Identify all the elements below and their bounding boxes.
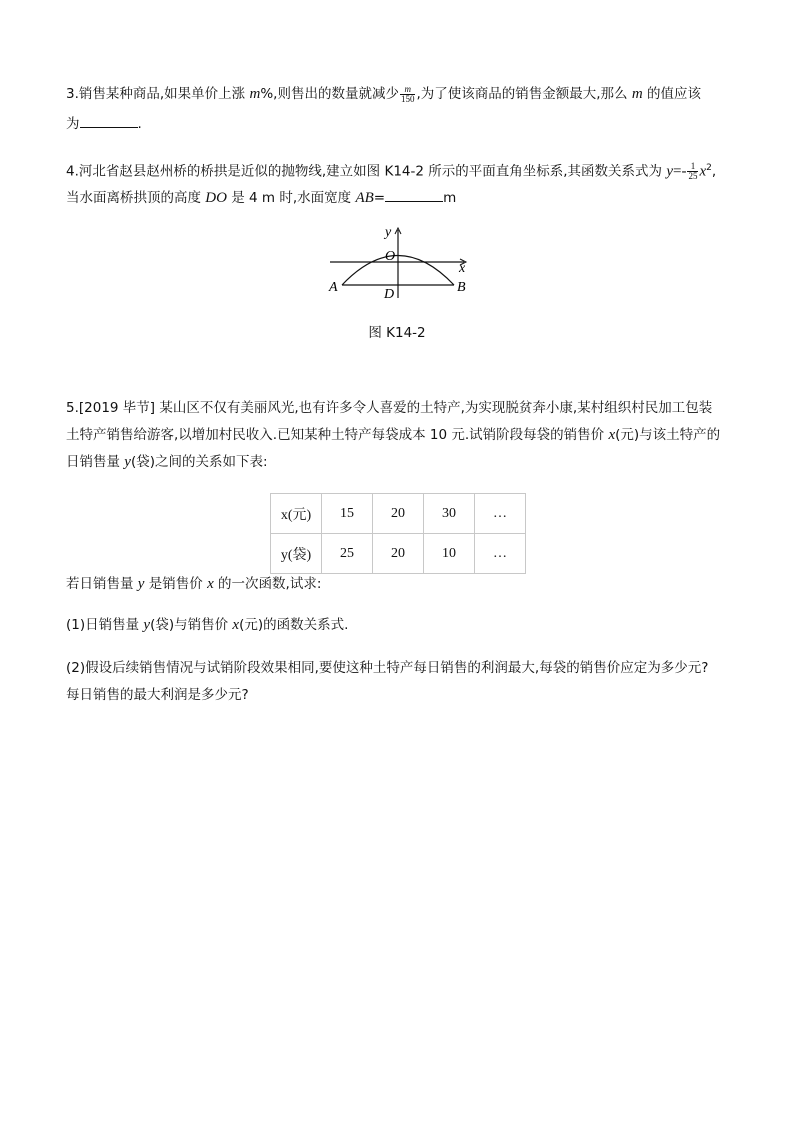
q5-part2-line2: 每日销售的最大利润是多少元?	[66, 687, 249, 703]
price-quantity-table	[270, 493, 526, 574]
table-cell: 25	[322, 534, 373, 574]
label-a: A	[329, 280, 338, 295]
table-row-header: y(袋)	[271, 534, 322, 574]
table-cell: 10	[424, 534, 475, 574]
label-d: D	[384, 287, 395, 302]
q5-condition: 若日销售量 y 是销售价 x 的一次函数,试求:	[66, 576, 322, 592]
q4-number: 4.	[66, 163, 79, 180]
q3-line2: 为 .	[66, 113, 142, 134]
q4-line2: 当水面离桥拱顶的高度 DO 是 4 m 时,水面宽度 AB= m	[66, 187, 456, 208]
table-cell: 15	[322, 494, 373, 534]
table-cell: 20	[373, 494, 424, 534]
bridge-arch-figure	[326, 222, 476, 302]
q4-line1: 4.河北省赵县赵州桥的桥拱是近似的抛物线,建立如图 K14-2 所示的平面直角坐标系,其函数关系式为 y=- $\frac{1}{25}$ $x^2$,	[66, 161, 717, 181]
q5-part2-line1: (2)假设后续销售情况与试销阶段效果相同,要使这种土特产每日销售的利润最大,每袋的销售价应定为多少元?	[66, 660, 709, 676]
q4-fraction: $\frac{1}{25}$	[688, 161, 698, 181]
table-cell: …	[475, 534, 526, 574]
q3-number: 3.	[66, 86, 79, 102]
label-y: y	[385, 225, 392, 240]
table-cell: 20	[373, 534, 424, 574]
q3-fraction: $\frac{m}{150}$	[400, 83, 415, 104]
label-b: B	[457, 280, 466, 295]
q5-line2: 土特产销售给游客,以增加村民收入.已知某种土特产每袋成本 10 元.试销阶段每袋的销售价 x(元)与该土特产的	[66, 427, 721, 443]
table-row-header: x(元)	[271, 494, 322, 534]
table-row	[271, 534, 526, 574]
q3-line1: 3.销售某种商品,如果单价上涨 m%,则售出的数量就减少 $\frac{m}{150}$ ,为了使该商品的销售金额最大,那么 m 的值应该	[66, 83, 701, 104]
answer-blank-q3[interactable]	[80, 113, 138, 128]
label-x: x	[459, 261, 466, 276]
answer-blank-q4[interactable]	[385, 187, 443, 202]
q5-part1: (1)日销售量 y(袋)与销售价 x(元)的函数关系式.	[66, 617, 349, 633]
figure-caption: 图 K14-2	[368, 325, 426, 341]
table-cell: 30	[424, 494, 475, 534]
table-cell: …	[475, 494, 526, 534]
q5-line1: 5.[2019 毕节] 某山区不仅有美丽风光,也有许多令人喜爱的土特产,为实现脱贫奔小康,某村组织村民加工包装	[66, 400, 713, 416]
label-o: O	[385, 249, 396, 264]
q5-line3: 日销售量 y(袋)之间的关系如下表:	[66, 454, 268, 470]
table-row	[271, 494, 526, 534]
